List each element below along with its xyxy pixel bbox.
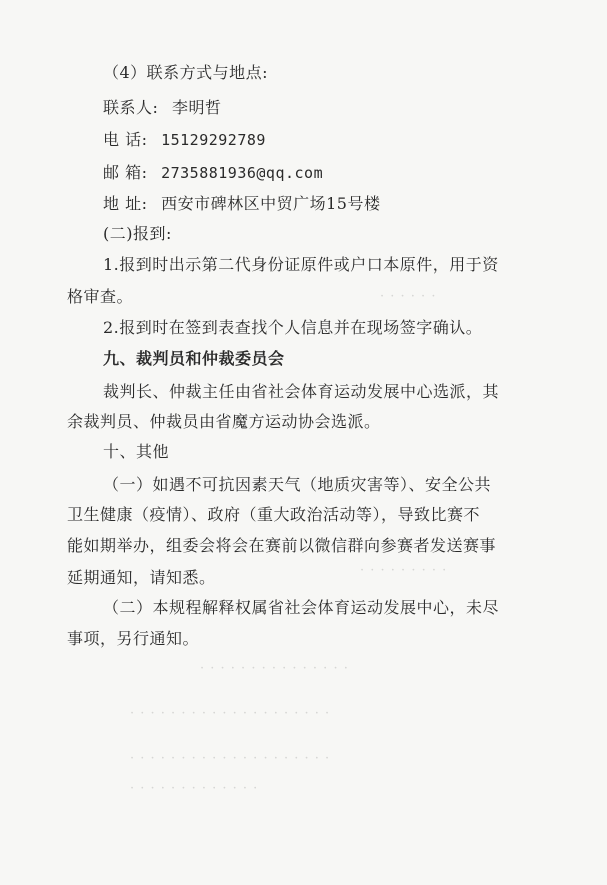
contact-phone-value: 15129292789 <box>161 131 266 149</box>
contact-address-value: 西安市碑林区中贸广场15号楼 <box>161 194 381 213</box>
section10-p1-line3: 能如期举办，组委会将会在赛前以微信群向参赛者发送赛事 <box>67 536 497 555</box>
section10-p1-line1: （一）如遇不可抗因素天气（地质灾害等）、安全公共 <box>103 475 492 494</box>
section10-p1-line4: 延期通知，请知悉。 <box>67 568 216 587</box>
bleed-through-decoration: · · · · · · · · · · · · · · · · · · · · <box>130 706 331 721</box>
contact-phone-row <box>103 129 266 151</box>
section9-line2: 余裁判员、仲裁员由省魔方运动协会选派。 <box>67 412 381 431</box>
section10-p1-line2: 卫生健康（疫情）、政府（重大政治活动等），导致比赛不 <box>67 505 481 524</box>
checkin-item2: 2.报到时在签到表查找个人信息并在现场签字确认。 <box>103 318 483 337</box>
section10-heading: 十、其他 <box>103 442 170 461</box>
contact-email-row <box>103 162 323 184</box>
section9-line1: 裁判长、仲裁主任由省社会体育运动发展中心选派，其 <box>103 382 500 401</box>
bleed-through-decoration: · · · · · · · · · <box>360 563 448 578</box>
contact-person-value: 李明哲 <box>172 98 222 117</box>
contact-phone-label: 电 话: <box>103 130 148 149</box>
section10-p2-line2: 事项，另行通知。 <box>67 629 200 648</box>
bleed-through-decoration: · · · · · · · · · · · · · · · · · · · · <box>130 751 331 766</box>
contact-person-row <box>103 97 222 119</box>
checkin-item1-line1: 1.报到时出示第二代身份证原件或户口本原件，用于资 <box>103 255 499 274</box>
contact-email-value: 2735881936@qq.com <box>161 164 324 182</box>
contact-address-row <box>103 193 380 215</box>
section10-p2-line1: （二）本规程解释权属省社会体育运动发展中心，未尽 <box>103 598 500 617</box>
contact-person-label: 联系人: <box>103 98 159 117</box>
checkin-item1-line2: 格审查。 <box>67 287 134 306</box>
contact-address-label: 地 址: <box>103 194 148 213</box>
bleed-through-decoration: · · · · · · · · · · · · · · · <box>200 661 349 676</box>
contact-email-label: 邮 箱: <box>103 163 148 182</box>
contact-heading: （4）联系方式与地点: <box>103 63 269 82</box>
section9-heading: 九、裁判员和仲裁委员会 <box>103 349 285 368</box>
bleed-through-decoration: · · · · · · · · · · · · · <box>130 781 259 796</box>
checkin-heading: (二)报到: <box>103 224 172 243</box>
bleed-through-decoration: · · · · · · <box>380 289 437 304</box>
